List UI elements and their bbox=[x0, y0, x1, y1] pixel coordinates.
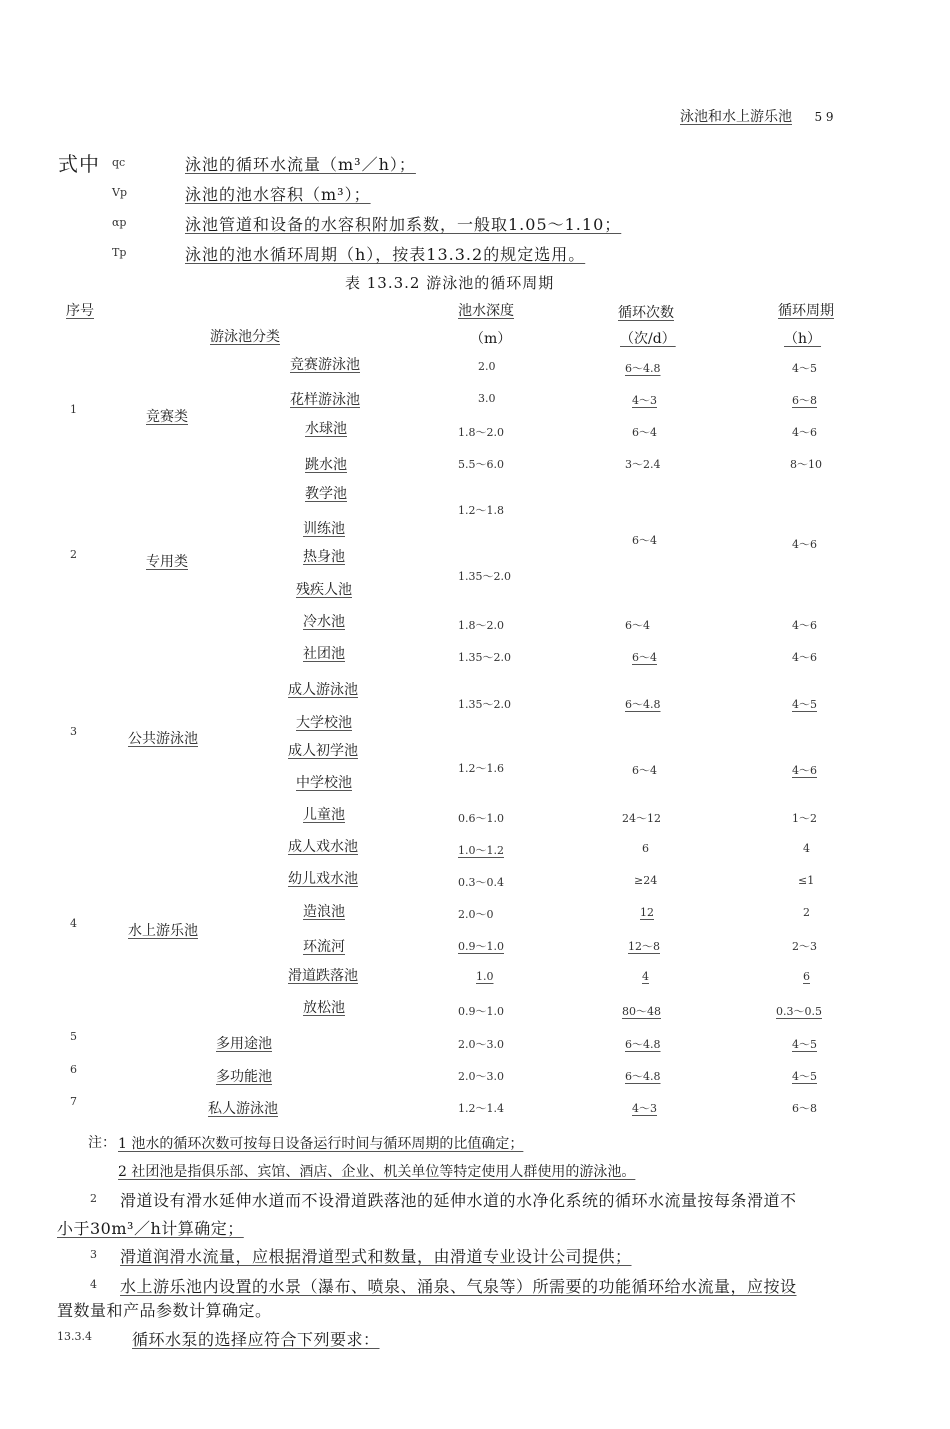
cell-period-merged: 4～6 bbox=[792, 538, 817, 551]
row-name: 竞赛游泳池 bbox=[290, 357, 360, 373]
group-seq-3: 3 bbox=[70, 725, 77, 738]
cell-times: 4～3 bbox=[632, 394, 657, 407]
cell-period: 2 bbox=[803, 906, 810, 919]
cell-times: 6 bbox=[642, 842, 649, 855]
group-name-4: 水上游乐池 bbox=[128, 923, 198, 939]
cell-depth: 5.5～6.0 bbox=[458, 458, 504, 471]
th-depth-unit: （m） bbox=[470, 331, 512, 347]
def-symbol-4: Tp bbox=[112, 246, 127, 259]
para-2-line-2: 小于30m³／h计算确定； bbox=[57, 1219, 244, 1238]
cell-times: 12～8 bbox=[628, 940, 660, 953]
clause-number: 13.3.4 bbox=[57, 1330, 92, 1343]
cell-depth: 3.0 bbox=[478, 392, 496, 405]
cell-times: 80～48 bbox=[622, 1005, 661, 1018]
th-times-unit: （次/d） bbox=[620, 331, 676, 347]
th-category: 游泳池分类 bbox=[210, 329, 280, 345]
th-times: 循环次数 bbox=[618, 305, 674, 321]
note-2: 2 社团池是指俱乐部、宾馆、酒店、企业、机关单位等特定使用人群使用的游泳池。 bbox=[118, 1164, 636, 1180]
cell-depth-merged: 1.35～2.0 bbox=[458, 698, 511, 711]
para-num-2: 2 bbox=[90, 1192, 97, 1205]
para-num-3: 3 bbox=[90, 1248, 97, 1261]
para-3-line-1: 滑道润滑水流量，应根据滑道型式和数量，由滑道专业设计公司提供； bbox=[120, 1247, 632, 1266]
row-name: 滑道跌落池 bbox=[288, 968, 358, 984]
group-name-6: 多功能池 bbox=[216, 1069, 272, 1085]
row-name: 热身池 bbox=[303, 549, 345, 565]
row-name: 跳水池 bbox=[305, 457, 347, 473]
row-name: 幼儿戏水池 bbox=[288, 871, 358, 887]
cell-depth-merged: 1.35～2.0 bbox=[458, 570, 511, 583]
cell-period: 1～2 bbox=[792, 812, 817, 825]
cell-period: 2～3 bbox=[792, 940, 817, 953]
cell-period: 4～6 bbox=[792, 619, 817, 632]
para-4-line-2: 置数量和产品参数计算确定。 bbox=[57, 1301, 272, 1320]
cell-depth: 2.0～3.0 bbox=[458, 1038, 504, 1051]
cell-depth: 2.0 bbox=[478, 360, 496, 373]
running-header bbox=[680, 106, 834, 126]
cell-period-merged: 4～5 bbox=[792, 698, 817, 711]
cell-depth: 1.2～1.4 bbox=[458, 1102, 504, 1115]
cell-period: 4～6 bbox=[792, 426, 817, 439]
def-symbol-2: Vp bbox=[112, 186, 127, 199]
cell-depth: 2.0～0 bbox=[458, 908, 494, 921]
group-name-5: 多用途池 bbox=[216, 1036, 272, 1052]
cell-times: 6～4.8 bbox=[625, 1038, 661, 1051]
group-seq-2: 2 bbox=[70, 548, 77, 561]
row-name: 成人初学池 bbox=[288, 743, 358, 759]
running-title: 泳池和水上游乐池 bbox=[680, 109, 792, 125]
row-name: 训练池 bbox=[303, 521, 345, 537]
cell-depth: 0.9～1.0 bbox=[458, 940, 504, 953]
group-seq-1: 1 bbox=[70, 403, 77, 416]
cell-times: 6～4 bbox=[625, 619, 650, 632]
row-name: 放松池 bbox=[303, 1000, 345, 1016]
cell-period: 4～5 bbox=[792, 1038, 817, 1051]
def-text-3: 泳池管道和设备的水容积附加系数，一般取1.05～1.10； bbox=[185, 215, 622, 234]
cell-times: 12 bbox=[640, 906, 654, 919]
group-seq-4: 4 bbox=[70, 917, 77, 930]
group-name-1: 竞赛类 bbox=[146, 409, 188, 425]
group-name-3: 公共游泳池 bbox=[128, 731, 198, 747]
row-name: 中学校池 bbox=[296, 775, 352, 791]
note-1: 1 池水的循环次数可按每日设备运行时间与循环周期的比值确定； bbox=[118, 1136, 524, 1152]
cell-times: 4～3 bbox=[632, 1102, 657, 1115]
group-seq-6: 6 bbox=[70, 1063, 77, 1076]
cell-period: 8～10 bbox=[790, 458, 822, 471]
cell-period: 4～6 bbox=[792, 651, 817, 664]
table-caption: 表 13.3.2 游泳池的循环周期 bbox=[345, 274, 555, 292]
cell-depth: 1.8～2.0 bbox=[458, 619, 504, 632]
cell-times: 6～4 bbox=[632, 426, 657, 439]
th-period-unit: （h） bbox=[784, 331, 822, 347]
cell-times-merged: 6～4.8 bbox=[625, 698, 661, 711]
cell-period: 4 bbox=[803, 842, 810, 855]
row-name: 残疾人池 bbox=[296, 582, 352, 598]
group-name-7: 私人游泳池 bbox=[208, 1101, 278, 1117]
para-4-line-1: 水上游乐池内设置的水景（瀑布、喷泉、涌泉、气泉等）所需要的功能循环给水流量，应按设 bbox=[120, 1277, 797, 1296]
cell-depth: 2.0～3.0 bbox=[458, 1070, 504, 1083]
th-depth: 池水深度 bbox=[458, 303, 514, 319]
row-name: 儿童池 bbox=[303, 807, 345, 823]
cell-times: 6～4.8 bbox=[625, 362, 661, 375]
th-seq-1: 序号 bbox=[66, 303, 94, 319]
def-symbol-3: αp bbox=[112, 216, 127, 229]
cell-times: 6～4.8 bbox=[625, 1070, 661, 1083]
row-name: 社团池 bbox=[303, 646, 345, 662]
row-name: 教学池 bbox=[305, 486, 347, 502]
cell-period: 0.3～0.5 bbox=[776, 1005, 822, 1018]
group-name-2: 专用类 bbox=[146, 554, 188, 570]
cell-depth: 1.8～2.0 bbox=[458, 426, 504, 439]
cell-period: 4～5 bbox=[792, 362, 817, 375]
row-name: 冷水池 bbox=[303, 614, 345, 630]
cell-depth: 1.35～2.0 bbox=[458, 651, 511, 664]
def-text-4: 泳池的池水循环周期（h），按表13.3.2的规定选用。 bbox=[185, 245, 586, 264]
cell-depth: 0.9～1.0 bbox=[458, 1005, 504, 1018]
cell-period: 6 bbox=[803, 970, 810, 983]
cell-period-merged: 4～6 bbox=[792, 764, 817, 777]
group-seq-5: 5 bbox=[70, 1030, 77, 1043]
definitions-intro: 式中 bbox=[58, 152, 100, 176]
cell-period: 6～8 bbox=[792, 394, 817, 407]
row-name: 成人戏水池 bbox=[288, 839, 358, 855]
row-name: 花样游泳池 bbox=[290, 392, 360, 408]
group-seq-7: 7 bbox=[70, 1095, 77, 1108]
page-number: 5 9 bbox=[814, 110, 834, 124]
row-name: 水球池 bbox=[305, 421, 347, 437]
clause-text: 循环水泵的选择应符合下列要求： bbox=[132, 1330, 380, 1349]
th-period: 循环周期 bbox=[778, 303, 834, 319]
notes-label: 注： bbox=[88, 1135, 116, 1151]
cell-depth: 0.6～1.0 bbox=[458, 812, 504, 825]
cell-times: 3～2.4 bbox=[625, 458, 661, 471]
row-name: 成人游泳池 bbox=[288, 682, 358, 698]
para-num-4: 4 bbox=[90, 1278, 97, 1291]
cell-depth: 1.0 bbox=[476, 970, 494, 983]
cell-period: 4～5 bbox=[792, 1070, 817, 1083]
cell-depth: 0.3～0.4 bbox=[458, 876, 504, 889]
cell-depth-merged: 1.2～1.6 bbox=[458, 762, 504, 775]
cell-times: 6～4 bbox=[632, 651, 657, 664]
def-text-2: 泳池的池水容积（m³）； bbox=[185, 185, 371, 204]
cell-period: ≤1 bbox=[798, 874, 815, 887]
def-symbol-1: qc bbox=[112, 156, 126, 169]
cell-times: 24～12 bbox=[622, 812, 661, 825]
cell-times-merged: 6～4 bbox=[632, 764, 657, 777]
cell-times: 4 bbox=[642, 970, 649, 983]
row-name: 环流河 bbox=[303, 939, 345, 955]
cell-times: ≥24 bbox=[634, 874, 658, 887]
cell-depth: 1.0～1.2 bbox=[458, 844, 504, 857]
def-text-1: 泳池的循环水流量（m³／h）； bbox=[185, 155, 416, 174]
para-2-line-1: 滑道设有滑水延伸水道而不设滑道跌落池的延伸水道的水净化系统的循环水流量按每条滑道不 bbox=[120, 1191, 797, 1210]
row-name: 造浪池 bbox=[303, 904, 345, 920]
cell-times-merged: 6～4 bbox=[632, 534, 657, 547]
row-name: 大学校池 bbox=[296, 715, 352, 731]
cell-period: 6～8 bbox=[792, 1102, 817, 1115]
cell-depth-merged: 1.2～1.8 bbox=[458, 504, 504, 517]
